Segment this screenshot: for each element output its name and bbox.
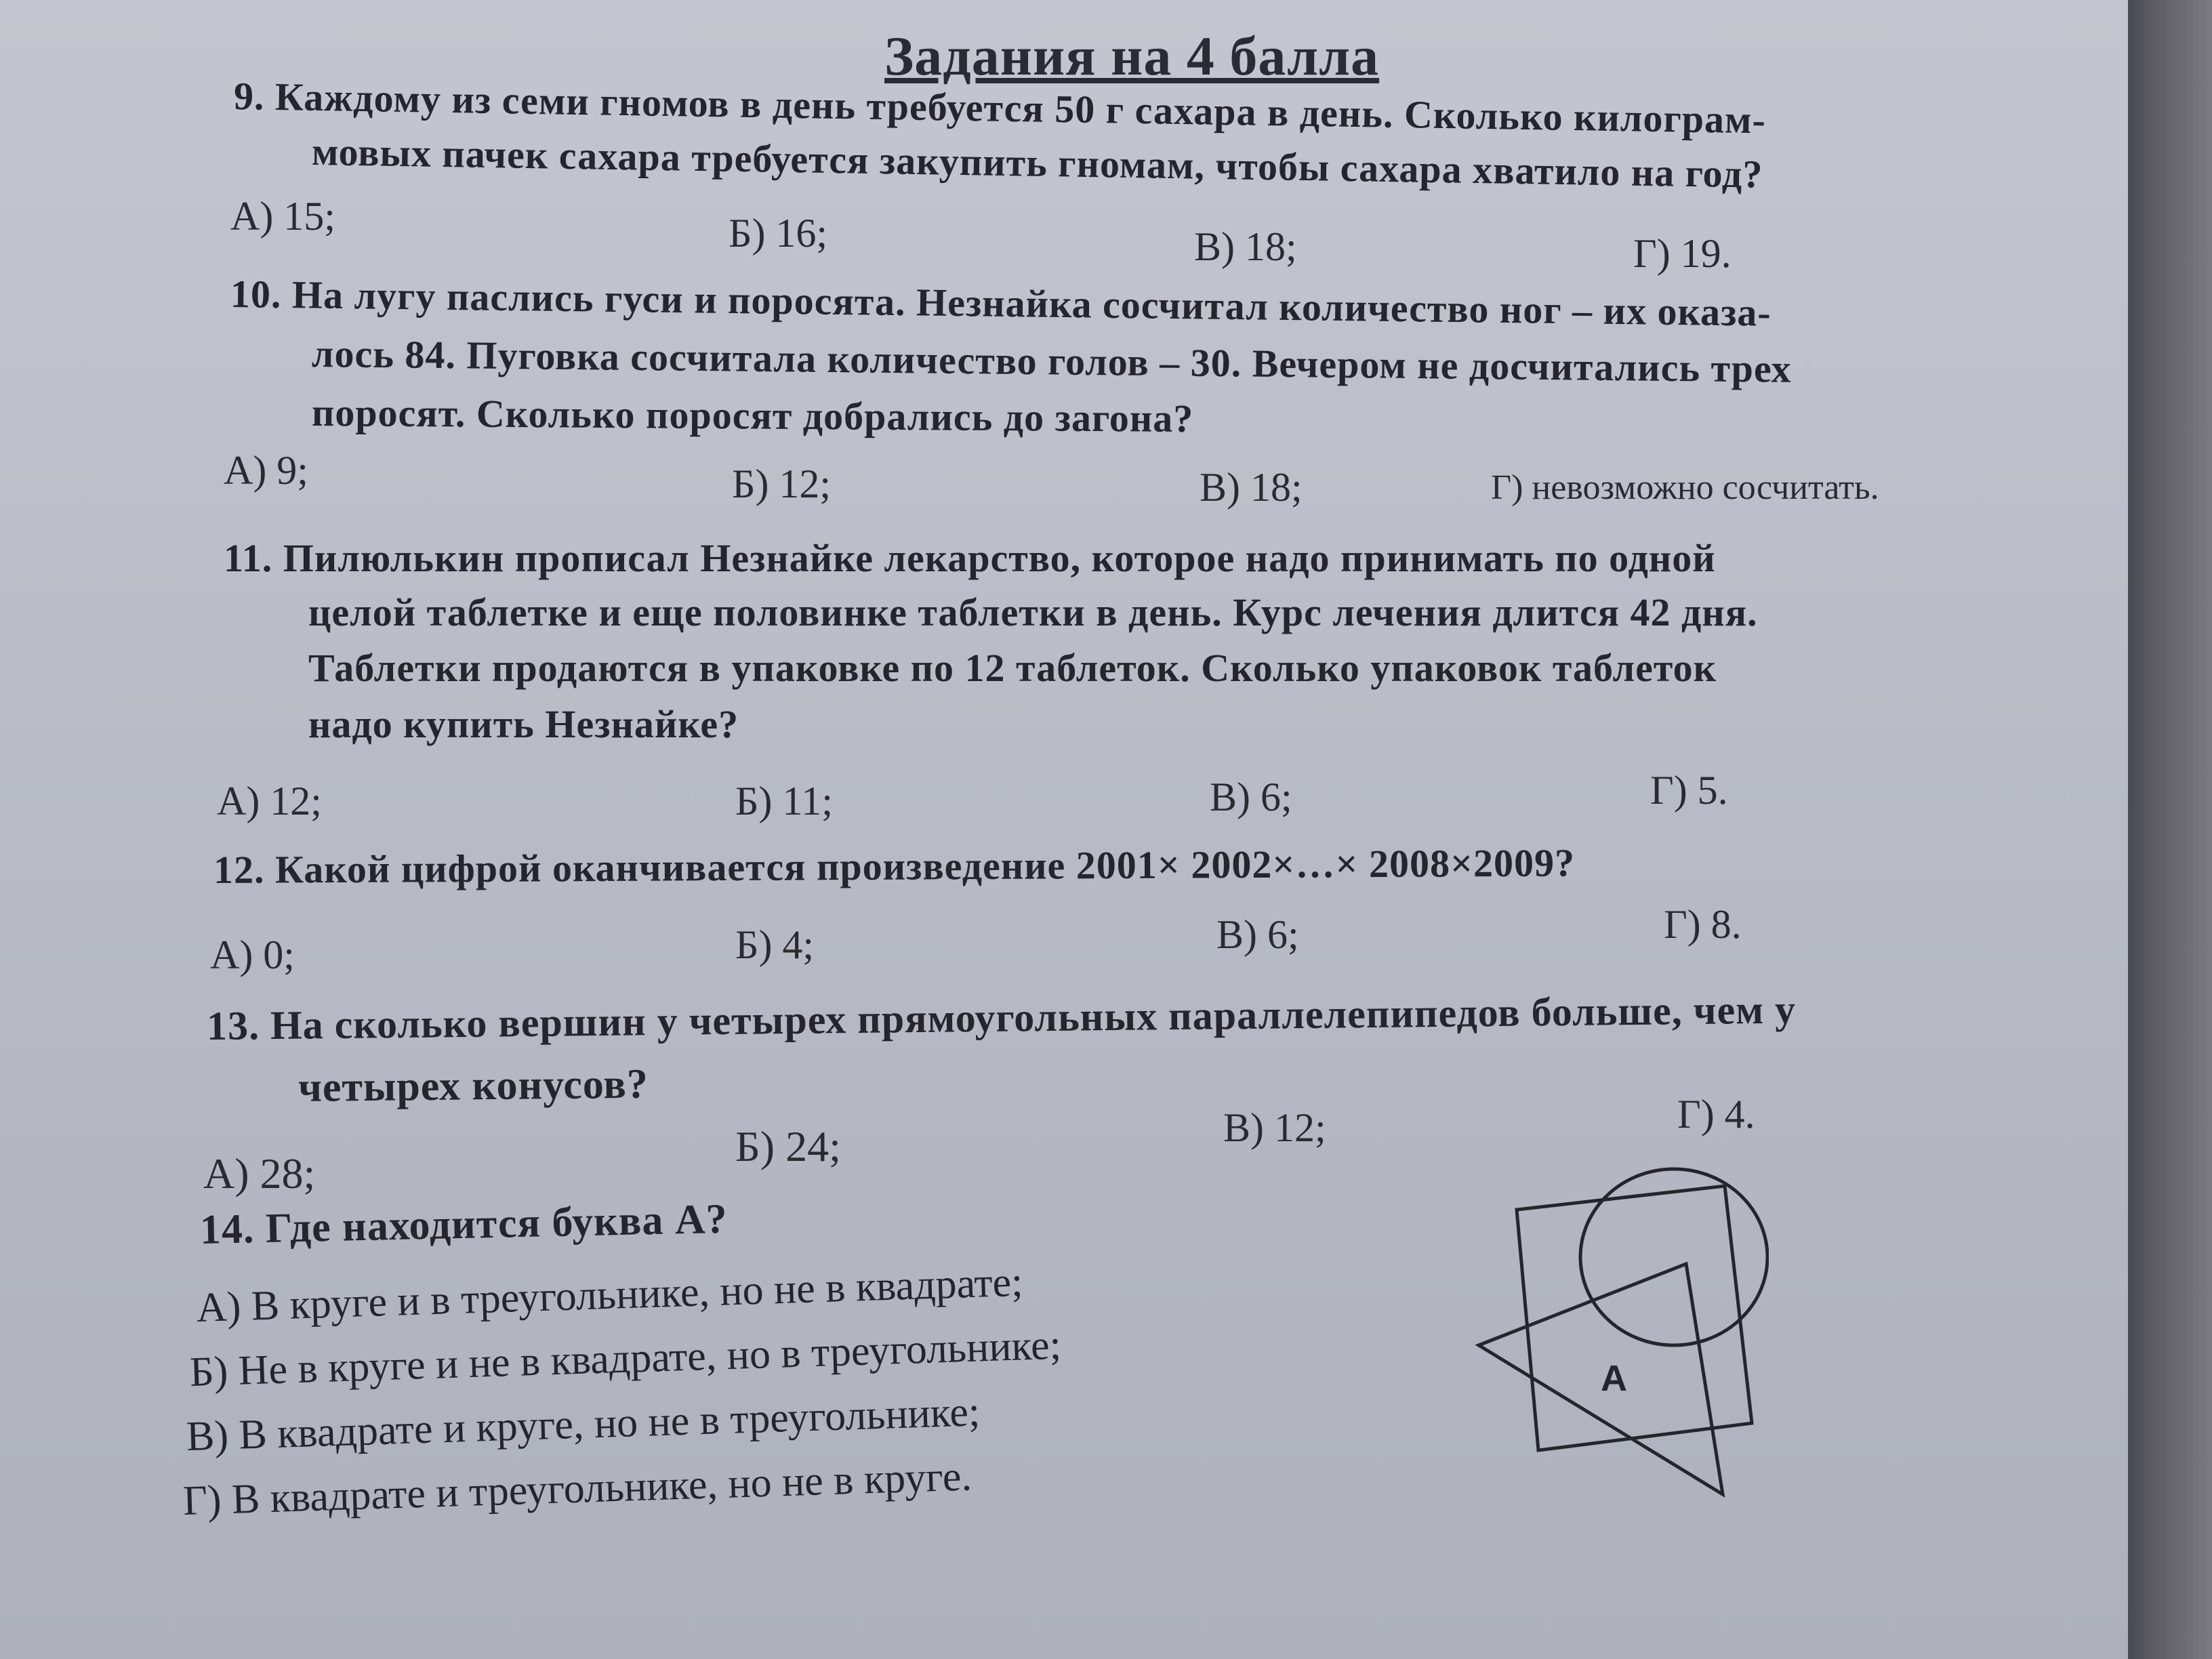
- question-9-option-c: В) 18;: [1194, 224, 1297, 269]
- question-12-option-a: А) 0;: [210, 933, 295, 977]
- question-9-option-d: Г) 19.: [1633, 231, 1732, 276]
- question-9-option-b: Б) 16;: [729, 211, 828, 255]
- figure-square-circle-triangle: [1471, 1152, 1769, 1518]
- question-11-line-4: надо купить Незнайке?: [308, 702, 739, 746]
- question-12-option-c: В) 6;: [1216, 912, 1299, 957]
- question-10-option-b: Б) 12;: [732, 462, 832, 506]
- question-14-option-a: А) В круге и в треугольнике, но не в квадрате;: [195, 1258, 1024, 1331]
- figure-letter-a: А: [1601, 1358, 1627, 1399]
- question-10-option-d: Г) невозможно сосчитать.: [1491, 468, 1879, 507]
- question-10-option-c: В) 18;: [1200, 465, 1303, 510]
- question-14-option-b: Б) Не в круге и не в квадрате, но в треугольнике;: [188, 1322, 1062, 1395]
- question-11-line-1: 11. Пилюлькин прописал Незнайке лекарство, которое надо принимать по одной: [224, 536, 1716, 580]
- question-10-line-2: лось 84. Пуговка сосчитала количество голов – 30. Вечером не досчитались трех: [311, 331, 1792, 391]
- question-12-option-d: Г) 8.: [1664, 902, 1742, 947]
- question-12-option-b: Б) 4;: [735, 922, 815, 967]
- question-14-option-d: Г) В квадрате и треугольнике, но не в круге.: [182, 1453, 972, 1524]
- question-12-line-1: 12. Какой цифрой оканчивается произведение 2001× 2002×…× 2008×2009?: [213, 840, 1576, 892]
- background-fabric: [2128, 0, 2212, 1659]
- question-11-line-3: Таблетки продаются в упаковке по 12 таблеток. Сколько упаковок таблеток: [308, 646, 1717, 690]
- question-13-option-a: А) 28;: [203, 1149, 316, 1197]
- question-13-option-d: Г) 4.: [1677, 1092, 1755, 1136]
- question-10-line-3: поросят. Сколько поросят добрались до загона?: [311, 390, 1194, 441]
- question-9-line-1: 9. Каждому из семи гномов в день требуется 50 г сахара в день. Сколько килограм-: [233, 74, 1767, 142]
- figure-circle: [1580, 1169, 1767, 1345]
- question-14-line-1: 14. Где находится буква А?: [199, 1195, 729, 1253]
- question-9-option-a: А) 15;: [230, 194, 335, 239]
- question-11-option-b: Б) 11;: [735, 779, 833, 823]
- question-13-line-2: четырех конусов?: [298, 1061, 649, 1111]
- question-11-option-a: А) 12;: [217, 779, 322, 823]
- question-11-option-c: В) 6;: [1210, 775, 1292, 819]
- question-11-option-d: Г) 5.: [1650, 768, 1728, 813]
- question-10-line-1: 10. На лугу паслись гуси и поросята. Незнайка сосчитал количество ног – их оказа-: [230, 272, 1772, 335]
- page-title: Задания на 4 балла: [884, 25, 1380, 87]
- question-10-option-a: А) 9;: [224, 448, 308, 493]
- question-13-option-b: Б) 24;: [735, 1122, 841, 1170]
- question-11-line-2: целой таблетке и еще половинке таблетки в день. Курс лечения длится 42 дня.: [308, 590, 1758, 634]
- question-13-line-1: 13. На сколько вершин у четырех прямоугольных параллелепипедов больше, чем у: [206, 987, 1797, 1048]
- question-14-option-c: В) В квадрате и круге, но не в треугольнике;: [185, 1389, 981, 1460]
- question-9-line-2: мовых пачек сахара требуется закупить гномам, чтобы сахара хватило на год?: [311, 129, 1763, 197]
- question-13-option-c: В) 12;: [1223, 1105, 1326, 1150]
